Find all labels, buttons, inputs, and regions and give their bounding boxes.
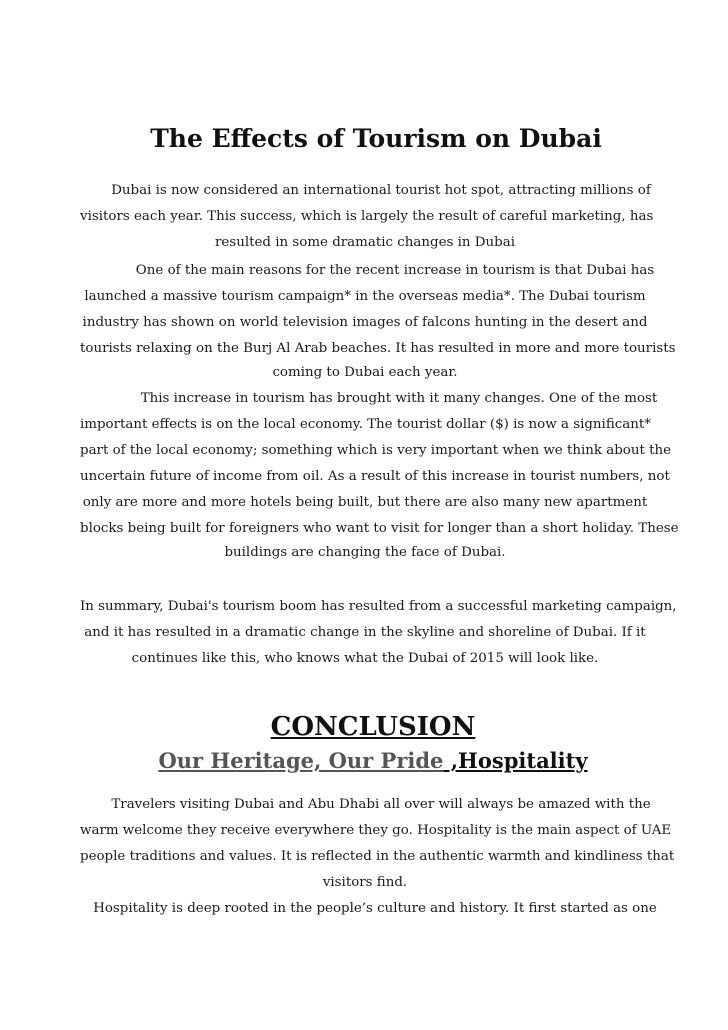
paragraph-line: important effects is on the local economy. The tourist dollar ($) is now a significant* xyxy=(80,417,651,432)
paragraph-line: tourists relaxing on the Burj Al Arab beaches. It has resulted in more and more tourists xyxy=(80,341,676,356)
paragraph-line: only are more and more hotels being built, but there are also many new apartment xyxy=(82,495,648,510)
paragraph-line: coming to Dubai each year. xyxy=(272,365,458,380)
paragraph-line: Dubai is now considered an international tourist hot spot, attracting millions of xyxy=(111,183,651,198)
paragraph-line: people traditions and values. It is reflected in the authentic warmth and kindliness that xyxy=(80,849,675,864)
paragraph-line: launched a massive tourism campaign* in the overseas media*. The Dubai tourism xyxy=(84,289,646,304)
section-subheading xyxy=(0,748,728,773)
summary-line: and it has resulted in a dramatic change in the skyline and shoreline of Dubai. If it xyxy=(84,625,646,640)
paragraph-line: uncertain future of income from oil. As a result of this increase in tourist numbers, not xyxy=(80,469,670,484)
document-title: The Effects of Tourism on Dubai xyxy=(150,124,602,153)
summary-line: continues like this, who knows what the Dubai of 2015 will look like. xyxy=(131,651,599,666)
paragraph-line: part of the local economy; something which is very important when we think about the xyxy=(80,443,672,458)
summary-line: In summary, Dubai's tourism boom has resulted from a successful marketing campaign, xyxy=(80,599,677,614)
paragraph-line: visitors find. xyxy=(322,875,408,890)
paragraph-line: Travelers visiting Dubai and Abu Dhabi all over will always be amazed with the xyxy=(111,797,651,812)
subheading-part2: ,Hospitality xyxy=(443,748,588,773)
paragraph-line: buildings are changing the face of Dubai. xyxy=(224,545,506,560)
subheading-part1: Our Heritage, Our Pride xyxy=(158,748,444,773)
paragraph-line: Hospitality is deep rooted in the people’s culture and history. It first started as one xyxy=(93,901,657,916)
paragraph-line: blocks being built for foreigners who want to visit for longer than a short holiday. These xyxy=(80,521,679,536)
paragraph-line: This increase in tourism has brought with it many changes. One of the most xyxy=(140,391,658,406)
paragraph-line: industry has shown on world television images of falcons hunting in the desert and xyxy=(82,315,648,330)
paragraph-line: warm welcome they receive everywhere they go. Hospitality is the main aspect of UAE xyxy=(80,823,672,838)
paragraph-line: One of the main reasons for the recent increase in tourism is that Dubai has xyxy=(135,263,655,278)
paragraph-line: visitors each year. This success, which is largely the result of careful marketing, has xyxy=(80,209,654,224)
conclusion-heading: CONCLUSION xyxy=(270,712,476,742)
paragraph-line: resulted in some dramatic changes in Dubai xyxy=(215,235,515,250)
